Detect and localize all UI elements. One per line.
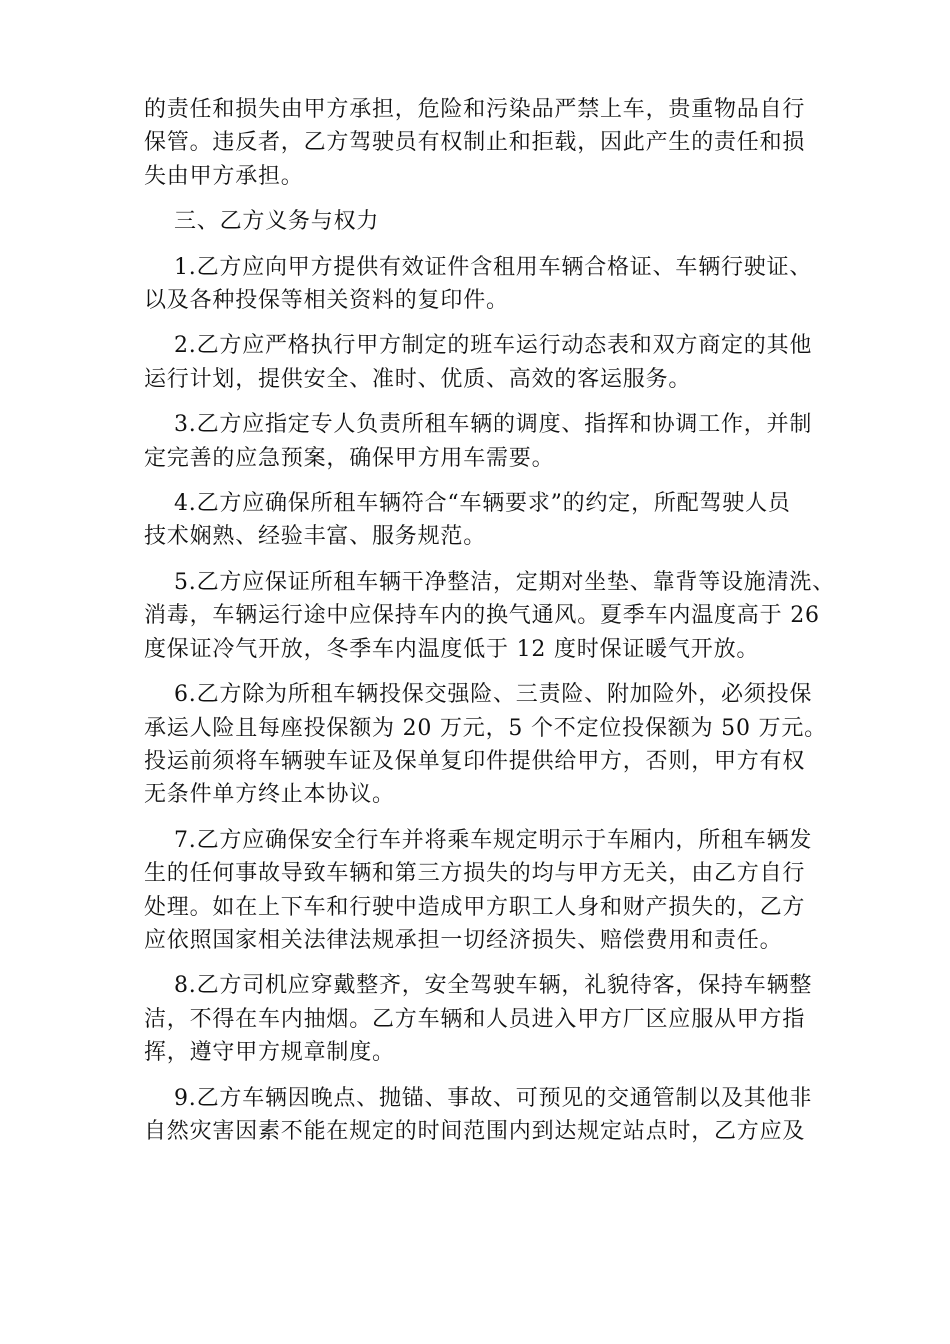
text-line: 自然灾害因素不能在规定的时间范围内到达规定站点时，乙方应及 — [144, 1118, 806, 1144]
text-line: 的责任和损失由甲方承担，危险和污染品严禁上车，贵重物品自行 — [144, 97, 806, 122]
text-line: 无条件单方终止本协议。 — [144, 782, 395, 808]
text-line: 以及各种投保等相关资料的复印件。 — [144, 288, 509, 314]
paragraph — [144, 251, 813, 318]
paragraph — [144, 487, 809, 554]
paragraph — [144, 824, 813, 958]
document-body — [144, 93, 835, 1160]
text-line: 2.乙方应严格执行甲方制定的班车运行动态表和双方商定的其他 — [174, 333, 813, 359]
text-line: 处理。如在上下车和行驶中造成甲方职工人身和财产损失的，乙方 — [144, 894, 806, 920]
text-line: 3.乙方应指定专人负责所租车辆的调度、指挥和协调工作，并制 — [174, 412, 813, 438]
text-line: 消毒，车辆运行途中应保持车内的换气通风。夏季车内温度高于 26 — [144, 603, 820, 629]
text-line: 生的任何事故导致车辆和第三方损失的均与甲方无关，由乙方自行 — [144, 861, 806, 887]
text-line: 技术娴熟、经验丰富、服务规范。 — [144, 524, 487, 550]
text-line: 7.乙方应确保安全行车并将乘车规定明示于车厢内，所租车辆发 — [174, 827, 813, 853]
text-line: 9.乙方车辆因晚点、抛锚、事故、可预见的交通管制以及其他非 — [174, 1085, 813, 1111]
paragraph — [144, 566, 835, 666]
text-line: 洁，不得在车内抽烟。乙方车辆和人员进入甲方厂区应服从甲方指 — [144, 1006, 806, 1032]
text-line: 4.乙方应确保所租车辆符合“车辆要求”的约定，所配驾驶人员 — [174, 491, 791, 517]
paragraph — [144, 969, 813, 1069]
text-line: 6.乙方除为所租车辆投保交强险、三责险、附加险外，必须投保 — [174, 682, 813, 708]
paragraph — [144, 93, 809, 193]
text-line: 投运前须将车辆驶车证及保单复印件提供给甲方，否则，甲方有权 — [144, 748, 806, 774]
text-line: 承运人险且每座投保额为 20 万元，5 个不定位投保额为 50 万元。 — [144, 715, 827, 741]
text-line: 保管。违反者，乙方驾驶员有权制止和拒载，因此产生的责任和损 — [144, 130, 806, 156]
text-line: 定完善的应急预案，确保甲方用车需要。 — [144, 445, 555, 471]
paragraph — [144, 408, 813, 475]
text-line: 度保证冷气开放，冬季车内温度低于 12 度时保证暖气开放。 — [144, 636, 760, 662]
text-line: 三、乙方义务与权力 — [174, 209, 380, 235]
text-line: 运行计划，提供安全、准时、优质、高效的客运服务。 — [144, 366, 692, 392]
paragraph — [144, 678, 827, 812]
text-line: 挥，遵守甲方规章制度。 — [144, 1040, 395, 1066]
paragraph — [144, 1082, 813, 1149]
text-line: 1.乙方应向甲方提供有效证件含租用车辆合格证、车辆行驶证、 — [174, 254, 813, 280]
text-line: 8.乙方司机应穿戴整齐，安全驾驶车辆，礼貌待客，保持车辆整 — [174, 973, 813, 999]
paragraph — [144, 205, 809, 238]
paragraph — [144, 329, 813, 396]
text-line: 失由甲方承担。 — [144, 163, 304, 189]
text-line: 5.乙方应保证所租车辆干净整洁，定期对坐垫、靠背等设施清洗、 — [174, 569, 835, 595]
text-line: 应依照国家相关法律法规承担一切经济损失、赔偿费用和责任。 — [144, 927, 783, 953]
